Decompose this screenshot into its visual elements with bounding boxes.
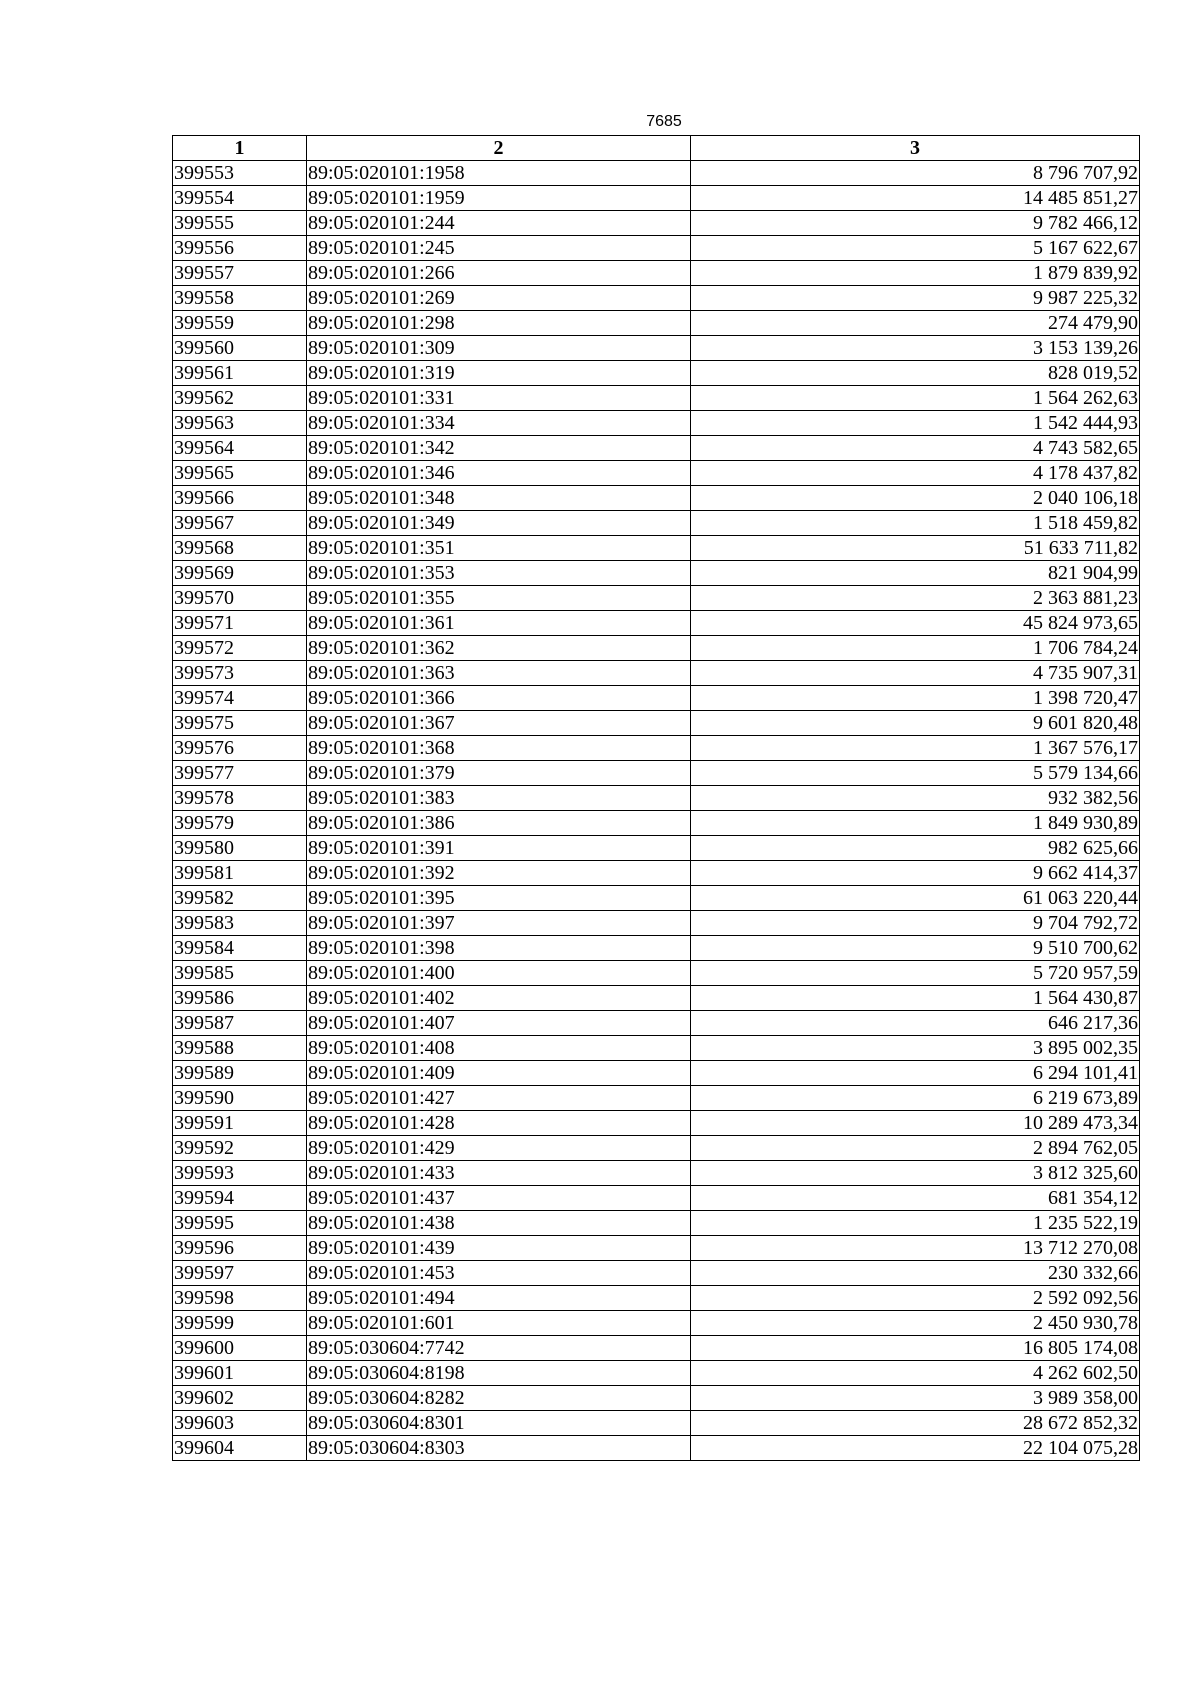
cadastral-number-cell: 89:05:020101:362 [307, 636, 691, 661]
table-row [173, 1111, 1140, 1136]
value-cell: 5 720 957,59 [691, 961, 1140, 986]
value-cell: 1 879 839,92 [691, 261, 1140, 286]
value-cell: 13 712 270,08 [691, 1236, 1140, 1261]
row-id-cell: 399553 [173, 161, 307, 186]
table-row [173, 861, 1140, 886]
cadastral-number-cell: 89:05:020101:438 [307, 1211, 691, 1236]
table-row [173, 311, 1140, 336]
table-row [173, 1411, 1140, 1436]
table-row [173, 911, 1140, 936]
row-id-cell: 399564 [173, 436, 307, 461]
cadastral-number-cell: 89:05:020101:397 [307, 911, 691, 936]
value-cell: 9 987 225,32 [691, 286, 1140, 311]
table-row [173, 411, 1140, 436]
row-id-cell: 399578 [173, 786, 307, 811]
value-cell: 932 382,56 [691, 786, 1140, 811]
value-cell: 646 217,36 [691, 1011, 1140, 1036]
row-id-cell: 399597 [173, 1261, 307, 1286]
value-cell: 14 485 851,27 [691, 186, 1140, 211]
cadastral-number-cell: 89:05:020101:494 [307, 1286, 691, 1311]
cadastral-number-cell: 89:05:020101:351 [307, 536, 691, 561]
cadastral-number-cell: 89:05:020101:1958 [307, 161, 691, 186]
table-row [173, 661, 1140, 686]
row-id-cell: 399554 [173, 186, 307, 211]
value-cell: 2 894 762,05 [691, 1136, 1140, 1161]
cadastral-number-cell: 89:05:020101:245 [307, 236, 691, 261]
cadastral-number-cell: 89:05:020101:391 [307, 836, 691, 861]
table-row [173, 1011, 1140, 1036]
row-id-cell: 399599 [173, 1311, 307, 1336]
table-body [173, 161, 1140, 1461]
value-cell: 1 367 576,17 [691, 736, 1140, 761]
table-row [173, 1236, 1140, 1261]
row-id-cell: 399582 [173, 886, 307, 911]
row-id-cell: 399557 [173, 261, 307, 286]
row-id-cell: 399588 [173, 1036, 307, 1061]
cadastral-number-cell: 89:05:020101:298 [307, 311, 691, 336]
table-row [173, 361, 1140, 386]
cadastral-number-cell: 89:05:020101:400 [307, 961, 691, 986]
table-row [173, 161, 1140, 186]
cadastral-number-cell: 89:05:020101:428 [307, 1111, 691, 1136]
cadastral-number-cell: 89:05:020101:363 [307, 661, 691, 686]
row-id-cell: 399560 [173, 336, 307, 361]
cadastral-number-cell: 89:05:020101:386 [307, 811, 691, 836]
cadastral-number-cell: 89:05:030604:7742 [307, 1336, 691, 1361]
value-cell: 2 363 881,23 [691, 586, 1140, 611]
row-id-cell: 399579 [173, 811, 307, 836]
value-cell: 3 153 139,26 [691, 336, 1140, 361]
cadastral-number-cell: 89:05:020101:366 [307, 686, 691, 711]
row-id-cell: 399591 [173, 1111, 307, 1136]
cadastral-number-cell: 89:05:020101:392 [307, 861, 691, 886]
value-cell: 1 706 784,24 [691, 636, 1140, 661]
page-number: 7685 [646, 113, 682, 130]
cadastral-number-cell: 89:05:020101:402 [307, 986, 691, 1011]
value-cell: 16 805 174,08 [691, 1336, 1140, 1361]
table-row [173, 186, 1140, 211]
value-cell: 8 796 707,92 [691, 161, 1140, 186]
cadastral-number-cell: 89:05:020101:244 [307, 211, 691, 236]
row-id-cell: 399586 [173, 986, 307, 1011]
cadastral-number-cell: 89:05:030604:8282 [307, 1386, 691, 1411]
value-cell: 3 895 002,35 [691, 1036, 1140, 1061]
value-cell: 2 040 106,18 [691, 486, 1140, 511]
value-cell: 4 735 907,31 [691, 661, 1140, 686]
row-id-cell: 399601 [173, 1361, 307, 1386]
cadastral-number-cell: 89:05:020101:361 [307, 611, 691, 636]
row-id-cell: 399592 [173, 1136, 307, 1161]
cadastral-number-cell: 89:05:020101:319 [307, 361, 691, 386]
table-row [173, 1186, 1140, 1211]
row-id-cell: 399572 [173, 636, 307, 661]
column-header-2: 2 [307, 136, 691, 161]
value-cell: 61 063 220,44 [691, 886, 1140, 911]
value-cell: 821 904,99 [691, 561, 1140, 586]
value-cell: 1 849 930,89 [691, 811, 1140, 836]
value-cell: 5 579 134,66 [691, 761, 1140, 786]
value-cell: 274 479,90 [691, 311, 1140, 336]
value-cell: 4 178 437,82 [691, 461, 1140, 486]
table-row [173, 1311, 1140, 1336]
cadastral-number-cell: 89:05:020101:1959 [307, 186, 691, 211]
cadastral-number-cell: 89:05:020101:409 [307, 1061, 691, 1086]
row-id-cell: 399595 [173, 1211, 307, 1236]
cadastral-number-cell: 89:05:030604:8303 [307, 1436, 691, 1461]
column-header-3: 3 [691, 136, 1140, 161]
row-id-cell: 399558 [173, 286, 307, 311]
table-header-row [173, 136, 1140, 161]
value-cell: 22 104 075,28 [691, 1436, 1140, 1461]
row-id-cell: 399585 [173, 961, 307, 986]
value-cell: 9 704 792,72 [691, 911, 1140, 936]
table-row [173, 1136, 1140, 1161]
value-cell: 28 672 852,32 [691, 1411, 1140, 1436]
value-cell: 681 354,12 [691, 1186, 1140, 1211]
table-row [173, 836, 1140, 861]
table-row [173, 1086, 1140, 1111]
table-row [173, 1361, 1140, 1386]
cadastral-number-cell: 89:05:020101:346 [307, 461, 691, 486]
table-row [173, 736, 1140, 761]
table-row [173, 936, 1140, 961]
cadastral-number-cell: 89:05:020101:433 [307, 1161, 691, 1186]
table-row [173, 1386, 1140, 1411]
row-id-cell: 399602 [173, 1386, 307, 1411]
row-id-cell: 399561 [173, 361, 307, 386]
cadastral-number-cell: 89:05:020101:453 [307, 1261, 691, 1286]
row-id-cell: 399587 [173, 1011, 307, 1036]
table-row [173, 1161, 1140, 1186]
value-cell: 1 564 262,63 [691, 386, 1140, 411]
cadastral-value-table [172, 135, 1140, 1461]
row-id-cell: 399563 [173, 411, 307, 436]
column-header-1: 1 [173, 136, 307, 161]
cadastral-number-cell: 89:05:020101:348 [307, 486, 691, 511]
table-row [173, 986, 1140, 1011]
cadastral-number-cell: 89:05:020101:407 [307, 1011, 691, 1036]
table-row [173, 686, 1140, 711]
table-row [173, 561, 1140, 586]
row-id-cell: 399603 [173, 1411, 307, 1436]
row-id-cell: 399600 [173, 1336, 307, 1361]
cadastral-number-cell: 89:05:020101:342 [307, 436, 691, 461]
row-id-cell: 399576 [173, 736, 307, 761]
row-id-cell: 399566 [173, 486, 307, 511]
cadastral-number-cell: 89:05:020101:437 [307, 1186, 691, 1211]
row-id-cell: 399598 [173, 1286, 307, 1311]
row-id-cell: 399593 [173, 1161, 307, 1186]
value-cell: 1 542 444,93 [691, 411, 1140, 436]
value-cell: 9 662 414,37 [691, 861, 1140, 886]
row-id-cell: 399580 [173, 836, 307, 861]
row-id-cell: 399575 [173, 711, 307, 736]
table-row [173, 1036, 1140, 1061]
row-id-cell: 399571 [173, 611, 307, 636]
value-cell: 9 510 700,62 [691, 936, 1140, 961]
table-row [173, 461, 1140, 486]
row-id-cell: 399604 [173, 1436, 307, 1461]
value-cell: 3 989 358,00 [691, 1386, 1140, 1411]
cadastral-number-cell: 89:05:020101:353 [307, 561, 691, 586]
row-id-cell: 399577 [173, 761, 307, 786]
cadastral-number-cell: 89:05:020101:334 [307, 411, 691, 436]
cadastral-number-cell: 89:05:020101:383 [307, 786, 691, 811]
value-cell: 9 601 820,48 [691, 711, 1140, 736]
table-row [173, 761, 1140, 786]
row-id-cell: 399573 [173, 661, 307, 686]
cadastral-number-cell: 89:05:030604:8301 [307, 1411, 691, 1436]
table-row [173, 711, 1140, 736]
cadastral-number-cell: 89:05:020101:379 [307, 761, 691, 786]
table-row [173, 636, 1140, 661]
row-id-cell: 399596 [173, 1236, 307, 1261]
table-row [173, 436, 1140, 461]
row-id-cell: 399589 [173, 1061, 307, 1086]
value-cell: 4 743 582,65 [691, 436, 1140, 461]
cadastral-number-cell: 89:05:020101:269 [307, 286, 691, 311]
row-id-cell: 399562 [173, 386, 307, 411]
cadastral-number-cell: 89:05:020101:395 [307, 886, 691, 911]
cadastral-number-cell: 89:05:030604:8198 [307, 1361, 691, 1386]
row-id-cell: 399574 [173, 686, 307, 711]
row-id-cell: 399584 [173, 936, 307, 961]
table-row [173, 1286, 1140, 1311]
cadastral-number-cell: 89:05:020101:349 [307, 511, 691, 536]
table-row [173, 486, 1140, 511]
cadastral-number-cell: 89:05:020101:408 [307, 1036, 691, 1061]
table-row [173, 511, 1140, 536]
table-row [173, 336, 1140, 361]
row-id-cell: 399559 [173, 311, 307, 336]
cadastral-number-cell: 89:05:020101:601 [307, 1311, 691, 1336]
value-cell: 1 564 430,87 [691, 986, 1140, 1011]
table-row [173, 536, 1140, 561]
value-cell: 1 518 459,82 [691, 511, 1140, 536]
value-cell: 3 812 325,60 [691, 1161, 1140, 1186]
row-id-cell: 399565 [173, 461, 307, 486]
cadastral-number-cell: 89:05:020101:429 [307, 1136, 691, 1161]
row-id-cell: 399556 [173, 236, 307, 261]
table-row [173, 386, 1140, 411]
table-row [173, 1261, 1140, 1286]
row-id-cell: 399569 [173, 561, 307, 586]
table-row [173, 236, 1140, 261]
value-cell: 6 219 673,89 [691, 1086, 1140, 1111]
table-row [173, 1061, 1140, 1086]
table-row [173, 811, 1140, 836]
row-id-cell: 399570 [173, 586, 307, 611]
cadastral-number-cell: 89:05:020101:331 [307, 386, 691, 411]
cadastral-number-cell: 89:05:020101:309 [307, 336, 691, 361]
table-row [173, 786, 1140, 811]
table-row [173, 1211, 1140, 1236]
value-cell: 10 289 473,34 [691, 1111, 1140, 1136]
cadastral-number-cell: 89:05:020101:355 [307, 586, 691, 611]
row-id-cell: 399581 [173, 861, 307, 886]
cadastral-number-cell: 89:05:020101:439 [307, 1236, 691, 1261]
table-row [173, 586, 1140, 611]
row-id-cell: 399590 [173, 1086, 307, 1111]
value-cell: 1 398 720,47 [691, 686, 1140, 711]
value-cell: 45 824 973,65 [691, 611, 1140, 636]
table-row [173, 611, 1140, 636]
cadastral-number-cell: 89:05:020101:367 [307, 711, 691, 736]
row-id-cell: 399555 [173, 211, 307, 236]
value-cell: 9 782 466,12 [691, 211, 1140, 236]
table-row [173, 961, 1140, 986]
table-row [173, 1336, 1140, 1361]
table-row [173, 1436, 1140, 1461]
value-cell: 230 332,66 [691, 1261, 1140, 1286]
value-cell: 2 450 930,78 [691, 1311, 1140, 1336]
table-row [173, 286, 1140, 311]
value-cell: 982 625,66 [691, 836, 1140, 861]
table-row [173, 211, 1140, 236]
value-cell: 5 167 622,67 [691, 236, 1140, 261]
cadastral-number-cell: 89:05:020101:398 [307, 936, 691, 961]
value-cell: 1 235 522,19 [691, 1211, 1140, 1236]
cadastral-number-cell: 89:05:020101:266 [307, 261, 691, 286]
table-row [173, 886, 1140, 911]
row-id-cell: 399583 [173, 911, 307, 936]
value-cell: 4 262 602,50 [691, 1361, 1140, 1386]
value-cell: 828 019,52 [691, 361, 1140, 386]
table-row [173, 261, 1140, 286]
row-id-cell: 399568 [173, 536, 307, 561]
value-cell: 2 592 092,56 [691, 1286, 1140, 1311]
row-id-cell: 399594 [173, 1186, 307, 1211]
value-cell: 51 633 711,82 [691, 536, 1140, 561]
cadastral-number-cell: 89:05:020101:427 [307, 1086, 691, 1111]
cadastral-number-cell: 89:05:020101:368 [307, 736, 691, 761]
value-cell: 6 294 101,41 [691, 1061, 1140, 1086]
row-id-cell: 399567 [173, 511, 307, 536]
